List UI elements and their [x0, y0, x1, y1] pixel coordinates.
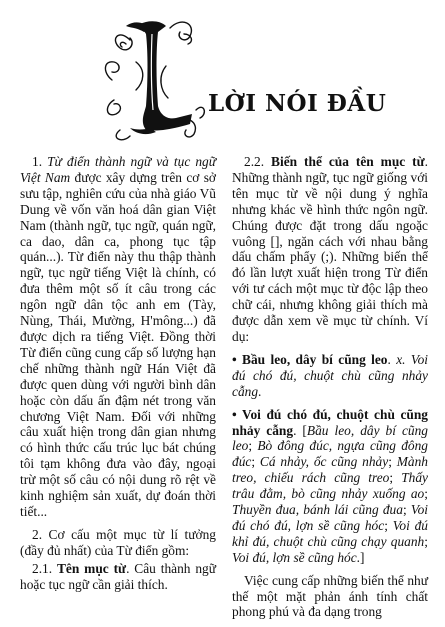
preface-header	[0, 0, 445, 150]
left-text-column	[20, 154, 216, 599]
paragraph-body: . Những thành ngữ, tục ngữ giống với tên mục từ về nội dung ý nghĩa nhưng khác về hình thức ngôn ngữ. Chúng được đặt trong dấu ngoặc vuông [], ngăn cách với nhau bằng dấu chấm phẩy (;). Những biến thể đó lần lượt xuất hiện trong Từ điển với tư cách một mục từ độc lập theo chữ cái, nhưng không giải thích mà được dẫn xem về mục từ chính. Ví dụ:	[232, 154, 429, 344]
paragraph-number: 1.	[32, 154, 48, 169]
paragraph-entry-name	[20, 561, 216, 593]
see-reference-target: Voi đú chó đú, chuột chù cũng nhảy cẫng	[232, 351, 428, 399]
paragraph-variants	[232, 154, 428, 345]
preface-title: LỜI NÓI ĐẦU	[208, 90, 387, 117]
ornamental-dropcap-l	[100, 10, 210, 145]
bullet: •	[232, 351, 243, 367]
variant: Bầu leo, dây bí cũng leo	[232, 422, 428, 454]
variant: Cá nhảy, ốc cũng nhảy	[259, 454, 389, 470]
separator: ;	[384, 517, 393, 533]
punctuation: .	[387, 351, 397, 367]
paragraph-number: 2.1.	[32, 560, 57, 576]
variant: Thuyền đua, bánh lái cũng đua	[232, 502, 403, 518]
paragraph-body: . Câu thành ngữ hoặc tục ngữ cần giải thích.	[20, 560, 217, 592]
paragraph-body: được xây dựng trên cơ sở sưu tập, nghiên cứu của nhà giáo Vũ Dung về vốn văn hoá dân gian Việt Nam (thành ngữ, tục ngữ, quán ngữ, ca dao, dân ca, phong tục tập quán...). Từ điển này thu thập thành ngữ, tục ngữ tiếng Việt là chính, có đưa thêm một số ít câu trong các ngôn ngữ dân tộc anh em (Tày, Nùng, Thái, Mường, H'mông...) đã được dịch ra tiếng Việt. Đồng thời Từ điển cũng cung cấp số lượng hạn chế những thành ngữ Hán Việt đã được quen dùng với người bình dân hoặc còn dấu ấn đậm nét trong văn chương Việt Nam. Đối với những câu xuất hiện trong dân gian nhưng có hình thức cấu trúc lục bát chúng tôi tạm không đưa vào đây, ngoại trừ một số câu có nội dung rõ rệt về kinh nghiệm sản xuất, dự đoán thời tiết...	[20, 169, 216, 519]
right-text-column	[232, 154, 428, 627]
bullet: •	[232, 406, 243, 422]
paragraph-variants-purpose: Việc cung cấp những biến thể như thế một mặt phản ánh tính chất phong phú và đa dạng trong	[232, 572, 428, 620]
separator: ;	[424, 486, 428, 502]
separator: ;	[402, 502, 411, 518]
see-reference-prefix: x.	[396, 351, 411, 367]
variant: Thấy trâu đằm, bò cũng nhảy xuống ao	[232, 470, 428, 502]
variant: Mành treo, chiếu rách cũng treo	[232, 454, 428, 486]
punctuation: .]	[356, 549, 365, 565]
separator: ;	[248, 438, 258, 454]
punctuation: . [	[293, 422, 307, 438]
entry-headword: Voi đú chó đú, chuột chù cũng nhảy cẫng	[232, 406, 429, 438]
paragraph-overview	[20, 154, 216, 520]
separator: ;	[388, 454, 397, 470]
term-label: Tên mục từ	[56, 560, 127, 576]
term-label: Biến thể của tên mục từ	[271, 154, 425, 169]
variant: Voi đú, lợn sề cũng hóc	[232, 549, 357, 565]
book-title: Từ điển thành ngữ và tục ngữ Việt Nam	[20, 154, 217, 185]
variant: Bò đông đúc, ngựa cũng đông đúc	[232, 438, 428, 470]
example-entry-2	[232, 407, 428, 566]
variant: Voi đú khỉ đú, chuột chù cũng chạy quanh	[232, 517, 428, 549]
separator: ;	[389, 470, 402, 486]
punctuation: .	[258, 383, 262, 399]
entry-headword: Bầu leo, dây bí cũng leo	[242, 351, 388, 367]
paragraph-number: 2.2.	[244, 154, 272, 169]
separator: ;	[251, 454, 260, 470]
paragraph-structure: 2. Cơ cấu một mục từ lí tưởng (đầy đủ nhất) của Từ điển gồm:	[20, 526, 216, 558]
example-entry-1	[232, 352, 428, 400]
separator: ;	[424, 533, 428, 549]
variant: Voi đú chó đú, lợn sề cũng hóc	[232, 502, 428, 533]
